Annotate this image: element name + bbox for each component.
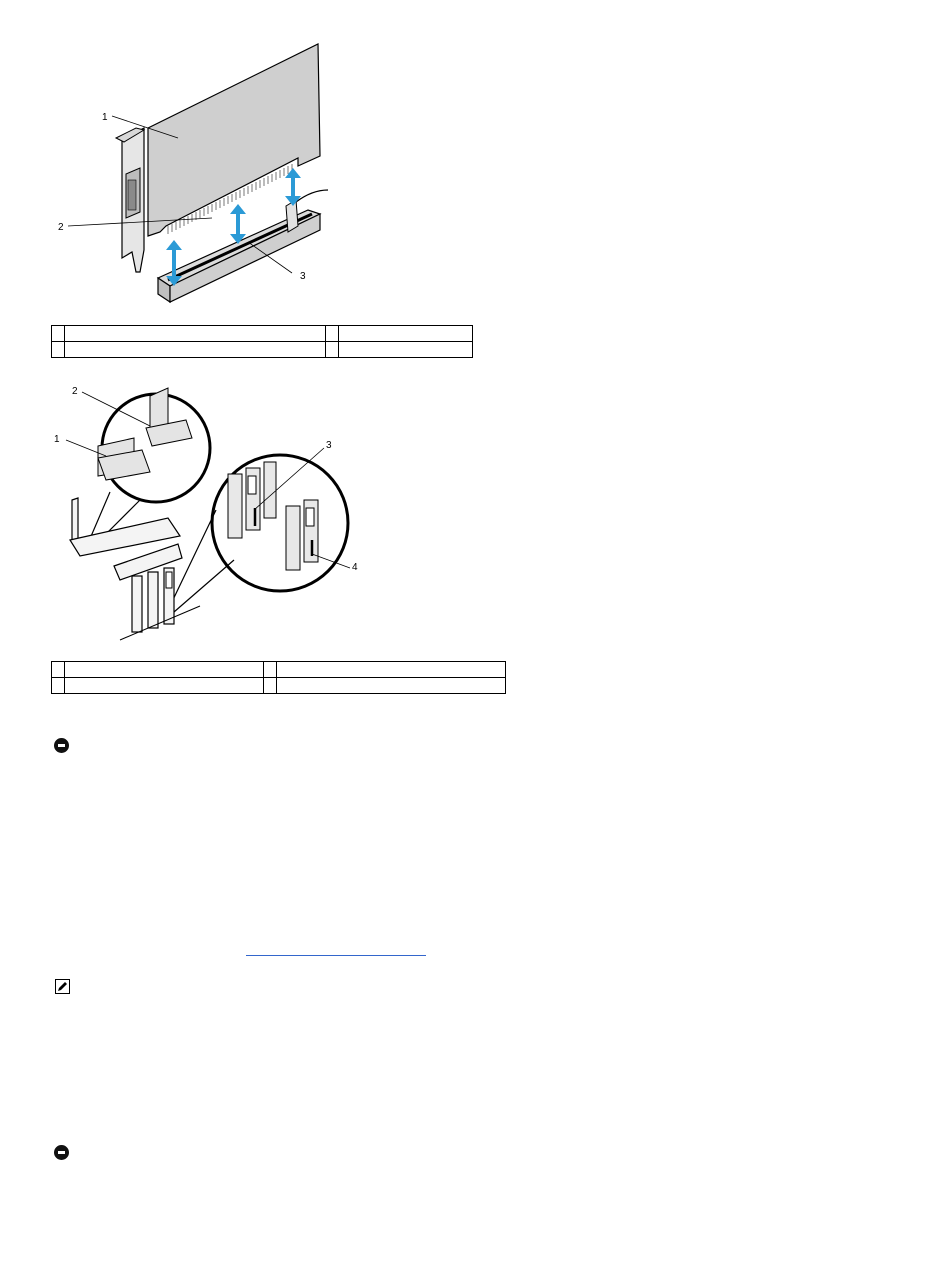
notice-icon bbox=[54, 1145, 69, 1160]
callout-2: 2 bbox=[58, 222, 64, 233]
table-row bbox=[52, 326, 473, 342]
callout-3: 3 bbox=[300, 271, 306, 282]
table-row bbox=[52, 662, 506, 678]
legend-table-1 bbox=[51, 325, 473, 358]
callout-2: 2 bbox=[72, 386, 78, 397]
callout-1: 1 bbox=[102, 112, 108, 123]
table-row bbox=[52, 678, 506, 694]
callout-1: 1 bbox=[54, 434, 60, 445]
document-link[interactable] bbox=[246, 955, 426, 956]
callout-4: 4 bbox=[352, 562, 358, 573]
legend-table-2 bbox=[51, 661, 506, 694]
card-insertion-illustration bbox=[50, 40, 350, 310]
note-pencil-icon bbox=[55, 979, 70, 994]
card-seating-illustration bbox=[50, 380, 370, 670]
notice-icon bbox=[54, 738, 69, 753]
callout-3: 3 bbox=[326, 440, 332, 451]
table-row bbox=[52, 342, 473, 358]
